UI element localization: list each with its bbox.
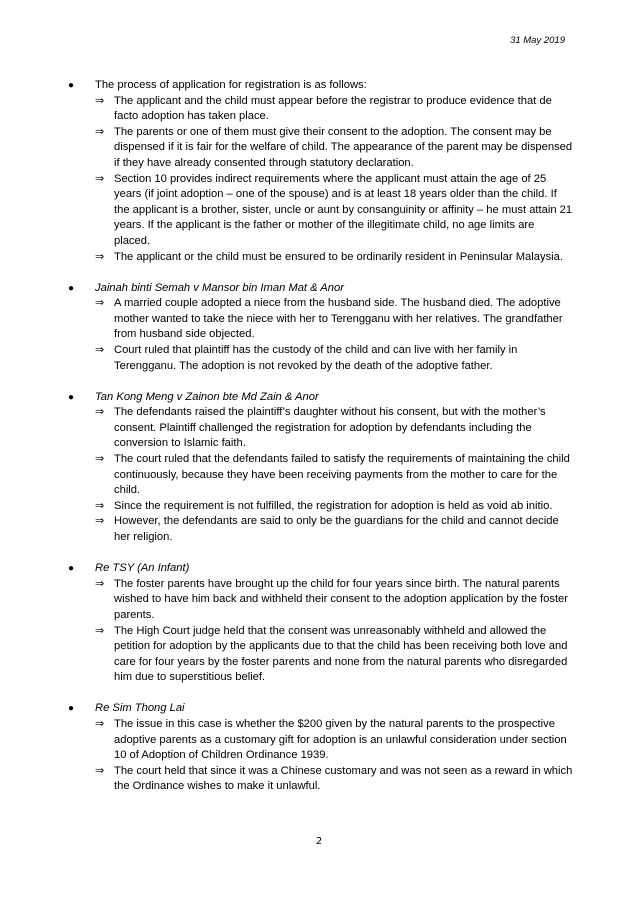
bullet-icon: ● (68, 563, 75, 575)
bullet-icon: ● (68, 80, 75, 91)
bullet-icon: ● (68, 282, 75, 294)
arrow-icon: ⇒ (95, 250, 105, 263)
section-case-re-tsy (63, 561, 573, 686)
sub-item-text: The defendants raised the plaintiff’s daughter without his consent, but with the mother’s consent. Plaintiff challenged the registration for adoption by defendants including the conversion to Islamic faith. (114, 406, 546, 450)
sub-item-text: The applicant and the child must appear before the registrar to produce evidence that de facto adoption has taken place. (114, 94, 552, 123)
section-heading: The process of application for registration is as follows: (95, 79, 367, 91)
arrow-icon: ⇒ (95, 453, 105, 466)
bullet-icon: ● (68, 703, 75, 715)
arrow-icon: ⇒ (95, 764, 105, 777)
sub-item (95, 343, 573, 374)
sub-list (95, 405, 573, 545)
sub-item (95, 764, 573, 795)
case-heading: Jainah binti Semah v Mansor bin Iman Mat & Anor (95, 281, 344, 294)
arrow-icon: ⇒ (95, 125, 105, 138)
sub-item-text: Section 10 provides indirect requirements where the applicant must attain the age of 25 years (if joint adoption – one of the spouse) and is at least 18 years older than the child. If the applicant is a brother, sister, uncle or aunt by consanguinity or affinity – he must attain 21 years. If the applicant is the father or mother of the illegitimate child, no age limits are placed. (114, 172, 573, 247)
sub-list (95, 94, 573, 266)
sub-item (95, 717, 573, 764)
arrow-icon: ⇒ (95, 499, 105, 512)
sub-item (95, 499, 573, 515)
sub-item (95, 405, 573, 452)
sub-item-text: The foster parents have brought up the child for four years since birth. The natural parents wished to have him back and withheld their consent to the adoption application by the foster parents. (114, 577, 569, 621)
sub-item-text: Since the requirement is not fulfilled, the registration for adoption is held as void ab initio. (114, 499, 553, 512)
sub-item (95, 250, 573, 266)
sub-list (95, 296, 573, 374)
sub-item-text: A married couple adopted a niece from the husband side. The husband died. The adoptive mother wanted to take the niece with her to Terengganu with her relatives. The grandfather from husband side objected. (114, 297, 563, 341)
arrow-icon: ⇒ (95, 717, 105, 730)
page-number: 2 (315, 836, 323, 847)
section-registration-process (63, 78, 573, 265)
case-heading: Tan Kong Meng v Zainon bte Md Zain & Anor (95, 390, 319, 403)
sub-item-text: Court ruled that plaintiff has the custody of the child and can live with her family in Terengganu. The adoption is not revoked by the death of the adoptive father. (114, 344, 518, 372)
arrow-icon: ⇒ (95, 624, 105, 637)
section-case-jainah (63, 281, 573, 375)
sub-item-text: The court ruled that the defendants failed to satisfy the requirements of maintaining the child continuously, because they have been receiving payments from the mother to care for the child. (114, 453, 570, 497)
section-case-tan-kong-meng (63, 390, 573, 546)
sub-item (95, 125, 573, 172)
sub-item (95, 514, 573, 545)
sub-item (95, 577, 573, 624)
document-body (63, 78, 573, 810)
arrow-icon: ⇒ (95, 515, 105, 528)
sub-item (95, 172, 573, 250)
sub-item-text: The issue in this case is whether the $200 given by the natural parents to the prospective adoptive parents as a customary gift for adoption is an unlawful consideration under section 10 of Adoption of Children Ordinance 1939. (114, 717, 567, 762)
sub-item-text: The applicant or the child must be ensured to be ordinarily resident in Peninsular Malaysia. (114, 250, 563, 263)
sub-item-text: The High Court judge held that the consent was unreasonably withheld and allowed the petition for adoption by the applicants due to that the child has been receiving both love and care for four years by the foster parents and none from the natural parents who disregarded him due to superstitious belief. (114, 624, 568, 684)
arrow-icon: ⇒ (95, 172, 105, 185)
arrow-icon: ⇒ (95, 344, 105, 356)
document-date: 31 May 2019 (510, 35, 565, 46)
case-heading: Re TSY (An Infant) (95, 562, 190, 575)
arrow-icon: ⇒ (95, 94, 105, 107)
arrow-icon: ⇒ (95, 297, 105, 310)
sub-item-text: The parents or one of them must give their consent to the adoption. The consent may be dispensed if it is fair for the welfare of child. The appearance of the parent may be dispensed if they have already consented through statutory declaration. (114, 125, 573, 169)
sub-list (95, 717, 573, 795)
sub-item (95, 624, 573, 686)
case-heading: Re Sim Thong Lai (95, 702, 185, 715)
section-case-re-sim-thong-lai (63, 701, 573, 795)
sub-item (95, 452, 573, 499)
sub-item-text: The court held that since it was a Chinese customary and was not seen as a reward in which the Ordinance wishes to make it unlawful. (114, 764, 573, 793)
arrow-icon: ⇒ (95, 406, 105, 419)
arrow-icon: ⇒ (95, 577, 105, 590)
sub-list (95, 577, 573, 686)
bullet-icon: ● (68, 391, 75, 403)
sub-item (95, 296, 573, 343)
sub-item-text: However, the defendants are said to only be the guardians for the child and cannot decide her religion. (114, 515, 559, 544)
sub-item (95, 94, 573, 125)
